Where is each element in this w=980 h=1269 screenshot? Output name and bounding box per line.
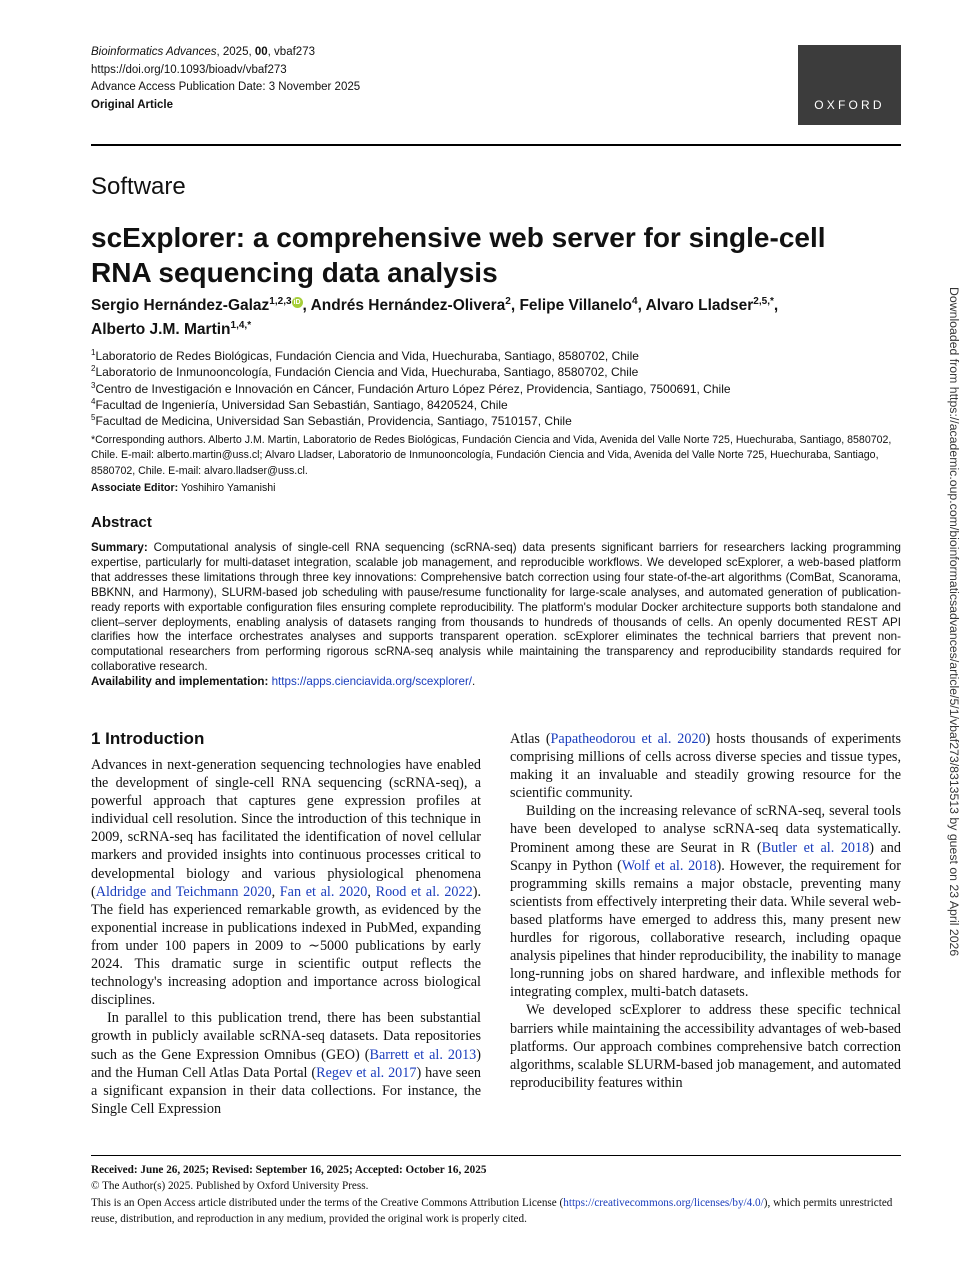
copyright: © The Author(s) 2025. Published by Oxford University Press. [91, 1180, 369, 1193]
affiliation-1: $^1$Laboratorio de Redes Biológicas, Fundación Ciencia and Vida, Huechuraba, Santiago, 8580702, Chile [91, 348, 639, 363]
article-type: Original Article [91, 98, 174, 111]
footer [91, 1162, 903, 1227]
citation-link[interactable]: Butler et al. 2018 [761, 839, 870, 856]
article-title: scExplorer: a comprehensive web server for single-cell RNA sequencing data analysis [91, 222, 826, 288]
affiliation-5: $^5$Facultad de Medicina, Universidad San Sebastián, Providencia, Santiago, 7510157, Chile [91, 413, 572, 429]
section-label: Software [91, 173, 186, 200]
intro-paragraph-2: In parallel to this publication trend, there has been substantial growth in publicly available scRNA-seq datasets. Data repositories such as the Gene Expression Omnibus (GEO) (Barrett et al. 2013) and the Human Cell Atlas Data Portal (Regev et al. 2017) have seen a significant expansion in their data collections. For instance, the Single Cell Expression [91, 1010, 481, 1117]
intro-right-column [510, 730, 901, 1092]
citation-link[interactable]: Papatheodorou et al. 2020 [550, 731, 706, 747]
intro-paragraph-1: Advances in next-generation sequencing technologies have enabled the development of single-cell RNA sequencing (scRNA-seq), a powerful approach that captures gene expression profiles at individual cell resolution. Since the introduction of this technique in 2009, scRNA-seq has facilitated the identification of novel cellular markers and provided insights into continuous processes critical to developmental biology and various physiological phenomena (Aldridge and Teichmann 2020, Fan et al. 2020, Rood et al. 2022). The field has experienced remarkable growth, as evidenced by the exponential increase in publications indexed in PubMed, expanding from under 100 papers in 2009 to ∼5000 publications by early 2024. This dramatic surge in scientific output reflects the technology's increasing adoption and importance across biological disciplines. [91, 757, 481, 1009]
download-sidebar: Downloaded from https://academic.oup.com/bioinformaticsadvances/article/5/1/vbaf273/8313513 by guest on 23 April 2026 [947, 287, 961, 957]
citation-link[interactable]: Aldridge and Teichmann 2020 [95, 883, 272, 900]
citation-link[interactable]: Wolf et al. 2018 [621, 857, 717, 874]
affiliation-2: $^2$Laboratorio de Inmunooncología, Fundación Ciencia and Vida, Huechuraba, Santiago, 8580702, Chile [91, 364, 639, 380]
intro-paragraph-5: We developed scExplorer to address these specific technical barriers while maintaining the accessibility advantages of web-based platforms. Our approach combines comprehensive batch correction algorithms, scalable SLURM-based job management, and automated reproducibility features within [510, 1002, 901, 1091]
affiliations [91, 348, 731, 429]
citation-link[interactable]: Rood et al. 2022 [375, 883, 473, 900]
availability-link[interactable]: https://apps.cienciavida.org/scexplorer/ [271, 675, 473, 688]
associate-editor: Associate Editor: Yoshihiro Yamanishi [91, 482, 276, 494]
footer-divider [91, 1155, 901, 1156]
doi-link[interactable]: https://doi.org/10.1093/bioadv/vbaf273 [91, 63, 287, 76]
abstract-heading: Abstract [91, 514, 152, 531]
license: This is an Open Access article distributed under the terms of the Creative Commons Attribution License (https://creativecommons.org/licenses/by/4.0/), which permits unrestricted reuse, distribution, and reproduction in any medium, provided the original work is properly cited. [91, 1196, 893, 1225]
citation-line: Bioinformatics Advances, 2025, 00, vbaf273 [91, 46, 315, 58]
intro-heading: 1 Introduction [91, 729, 205, 748]
intro-paragraph-3: Atlas (Papatheodorou et al. 2020) hosts thousands of experiments comprising millions of cells across diverse species and tissue types, making it an invaluable and steadily growing resource for the scientific community. [510, 731, 901, 802]
journal-header [91, 44, 360, 114]
header-divider [91, 144, 901, 146]
intro-paragraph-4: Building on the increasing relevance of scRNA-seq, several tools have been developed to analyse scRNA-seq data systematically. Prominent among these are Seurat in R (Butler et al. 2018) and Scanpy in Python (Wolf et al. 2018). However, the requirement for programming skills remains a major obstacle, preventing many scientists from effectively interpreting their data. While several web-based platforms have emerged to address this, many present new hurdles for rigorous, collaborative research, including opaque analysis pipelines that hinder reproducibility, the inability to manage long-running jobs on shared hardware, and inflexible methods for integrating complex, multi-batch datasets. [510, 803, 902, 1001]
abstract-summary: Summary: Computational analysis of single-cell RNA sequencing (scRNA-seq) data presents significant barriers for researchers lacking programming expertise, particularly for multi-dataset integration, scalable job management, and reproducible workflows. We developed scExplorer, a web-based platform that addresses these limitations through three key innovations: Comprehensive batch correction using four state-of-the-art algorithms (ComBat, Scanorama, BBKNN, and Harmony), SLURM-based job scheduling with pause/resume functionality for large-scale analyses, and automated generation of publication-ready reports with exportable configuration files ensuring complete reproducibility. The platform's modular Docker architecture supports both standalone and client–server deployments, enabling analysis of datasets ranging from thousands to hundreds of thousands of cells. An openly documented REST API clarifies how the interface orchestrates analyses and supports transparent operation. scExplorer eliminates the technical barriers that prevent non-computational researchers from performing rigorous scRNA-seq analysis while maintaining the transparency and reproducibility standards required for collaborative research. [91, 541, 901, 674]
corresponding-authors: *Corresponding authors. Alberto J.M. Martin, Laboratorio de Redes Biológicas, Fundación Ciencia and Vida, Avenida del Valle Norte 725, Huechuraba, Santiago, 8580702, Chile. E-mail: alberto.martin@uss.cl; Alvaro Lladser, Laboratorio de Inmunooncología, Fundación Ciencia and Vida, Avenida del Valle Norte 725, Huechuraba, Santiago, 8580702, Chile. E-mail: alvaro.lladser@uss.cl. [91, 434, 892, 477]
access-date: Advance Access Publication Date: 3 November 2025 [91, 81, 361, 93]
citation-link[interactable]: Regev et al. 2017 [316, 1064, 417, 1081]
availability: Availability and implementation: https://apps.cienciavida.org/scexplorer/. [91, 675, 476, 688]
orcid-icon[interactable]: iD [293, 298, 301, 306]
citation-link[interactable]: Fan et al. 2020 [279, 883, 368, 900]
received-dates: Received: June 26, 2025; Revised: September 16, 2025; Accepted: October 16, 2025 [91, 1164, 487, 1176]
license-link[interactable]: https://creativecommons.org/licenses/by/4.0/ [563, 1196, 764, 1209]
oxford-logo: OXFORD [798, 45, 901, 125]
intro-left-column [91, 756, 481, 1118]
author-list: Sergio Hernández-Galaz$^{1,2,3}$ iD , Andrés Hernández-Olivera$^2$, Felipe Villanelo$^4$, Alvaro Lladser$^{2,5,*}$, Alberto J.M. Martin$^{1,4,*}$ [91, 295, 779, 338]
affiliation-3: $^3$Centro de Investigación e Innovación en Cáncer, Fundación Arturo López Pérez, Providencia, Santiago, 7500691, Chile [91, 380, 731, 396]
citation-link[interactable]: Barrett et al. 2013 [369, 1046, 477, 1063]
affiliation-4: $^4$Facultad de Ingeniería, Universidad San Sebastián, Santiago, 8420524, Chile [91, 396, 508, 412]
